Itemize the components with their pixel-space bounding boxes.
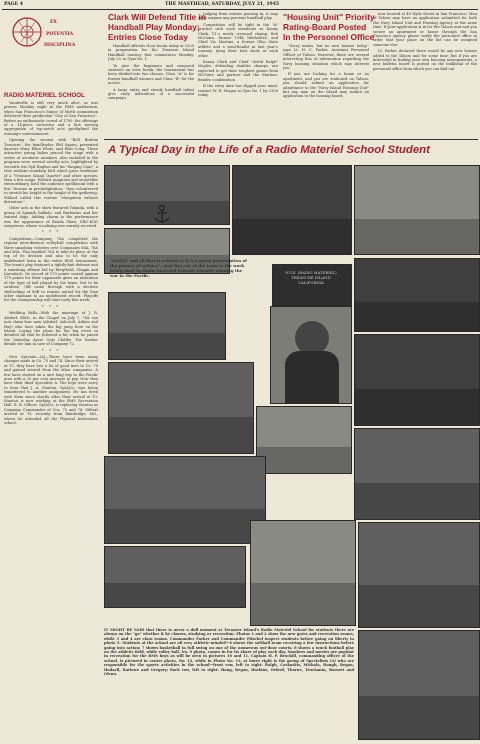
sign-line-1: N.T.S. (RADIO MATERIEL) bbox=[285, 270, 337, 275]
photo-lounge bbox=[354, 165, 480, 255]
vaudeville-para-2: Opening the session with "Bell Bottom Trousers", the bandleader, Phil Sapiro, presented dancers Mary Ellen White, and Elsie Long. These attractive young ladies graced the stage with a series of acrobatic numbers. Also included in the program were several novelty acts, highlighted by versatile trio Syd Hughes and his "Singing Cans", a very realistic-sounding bird which gave renditions of a "Treasure Island Quartet" and other species, then a few songs. Willard, magician and storyteller extraordinary, held the audience spellbound with a few "lessons in prestidigitation," then volunteered to stretch his height to the height of the gathering. Willard called this routine "elongation without distention." bbox=[4, 138, 98, 204]
handball-cont-para-2: Competition will be tight in the "A" bracket with such standouts as Kenny Clark, T.I.'s newly crowned champ; Bob McGuire, former 1944 titleholder; and Chief Vic Martino, a former Ohio State athlete and a semi-finalist in last year's tourney, tying their best shots at each other. bbox=[198, 22, 278, 58]
new-specials-para: New Specials—(A)—There have been many changes made in Co. 75 and 74. Since their arrival at T.I. they have lost a lot of good men to Co. 75 and gained several from the other companies. A few have started on a nice long trip to the Pacific area with a 20 per cent increase in pay. Now they have their third Specialist A. The boys were sorry to hear that J. A. Stanton, Sp(A)3c, was being transferred to another assignment. He has been with them since shortly after their arrival at T.I. Stanton is now working at the RMS Recreation Hall. R. R. Gilbert, Sp(A)3c, is replacing Stanton as Company Commander of Cos. 73 and 74. Gilbert arrived at T.I. recently from Bainbridge, Md., where he attended all the Physical Instructors school. bbox=[4, 354, 98, 426]
handball-cont-para-1: Judging from entries pouring in, it may even surpass any previous handball play. bbox=[198, 12, 278, 21]
section-divider: * * * bbox=[41, 229, 61, 235]
handball-para-3: A large entry and steady handball talent give early indications of a successful campaign. bbox=[108, 87, 194, 101]
handball-cont-para-4: If the entry date has slipped your mind, contact W. H. Hogan in Gym No. 1 by 1200 today. bbox=[198, 84, 278, 97]
wedding-para: Wedding Bells—With the marriage of J. R. Alsdorf, RMIc, in the Chapel on July 7, 78A can now claim four men (Alsdorf, Ashcroft, Aitken and Hay) who have taken the big jump here on the Island. Laying the plans for the big event so detailed Alt that he followed a bit when he joined the Saturday Ayers Quiz Clubbe. For further details see him in care of Company 72. bbox=[4, 311, 98, 347]
sign-line-2: TREASURE ISLAND bbox=[291, 275, 331, 280]
page-number: PAGE 4 bbox=[4, 2, 23, 7]
vaudeville-para-3: Other acts in the show featured Yolanda, with a group of Spanish ballads, and Barbarino and her trained dogs. Adding charm to the performance was the appearance of Renda Shaw, NBC-KGO songstress, whose vocalizing was warmly received. bbox=[4, 206, 98, 228]
housing-cont-para-1: now located at 49 Hyde Street in San Francisco. Men of Taloon may have an application submitted for both the Navy Island Unit and Housing Agency at the same time. If your application is in for the Taloon unit and you secure an apartment or house through the San Francisco agency please notify the personnel office in order that your place on the list can be assigned someone else. bbox=[373, 12, 477, 47]
masthead-title: THE MASTHEAD, SATURDAY, JULY 21, 1945 bbox=[165, 2, 280, 7]
school-sign-text bbox=[276, 270, 346, 285]
handball-headline-line-3: Entries Close Today bbox=[108, 32, 188, 42]
photo-softball bbox=[354, 428, 480, 520]
photo-basketball bbox=[104, 456, 266, 544]
photo-liberty-party bbox=[256, 406, 352, 474]
vaudeville-para-1: Vaudeville is still very much alive, as was proven Monday night in the RMS auditorium, when San Francisco's Mayor of Mirth commission delivered their production "City of San Francisco". Before an enthusiastic crowd of 1750, the offerings of a 14-piece orchestra and a fast moving aggregation of top-notch acts spotlighted the evening's entertainment. bbox=[4, 101, 98, 136]
feature-top-rule bbox=[104, 139, 478, 140]
insignia-motto-3: DISCIPLINA bbox=[44, 43, 76, 48]
photo-specialists-group bbox=[358, 630, 480, 740]
feature-quote: "MAGIC and all that is related to it is a gross presentation of the powers of science"—just five out of the team is the work being done by Radio Materiel Schools towards winning the war in the Pacific. bbox=[110, 258, 247, 278]
housing-headline-line-2: Rating-Board Posted bbox=[283, 22, 367, 32]
insignia-emblem-icon bbox=[5, 12, 76, 84]
masthead-rule bbox=[2, 9, 478, 10]
competition-para: Competition—Company 78A completed the regular intra-division volleyball competition with three smashing victories over Companies 86A, 78A and 88A. This enabled 78A to take its place at the top of its division and also to be the only undefeated team in the entire RMS tournament. The team's play featured a tightly-knit defense and a smashing offense led by Bergthold, Chapin and Lisenbach. Its record of 579 points scored against 179 points for their opponents gives an indication of the type of ball played by the team. Not to be outdone, 78B came through with a decisive shellacking of 86B to remain untied for the lone other claimant to an undefeated record. Playoffs for the championship will start early this week. bbox=[4, 236, 98, 303]
handball-story-continued bbox=[198, 12, 278, 136]
housing-headline-line-1: "Housing Unit" Priority bbox=[283, 12, 375, 22]
insignia-motto-2: POTENTIA bbox=[46, 32, 74, 37]
feature-headline: A Typical Day in the Life of a Radio Materiel School Student bbox=[108, 144, 430, 156]
navy-anchor-icon bbox=[151, 204, 173, 226]
sign-line-3: CALIFORNIA bbox=[298, 280, 324, 285]
photo-captain-portrait bbox=[270, 306, 352, 404]
photo-touch-football bbox=[358, 522, 480, 628]
handball-cont-para-3: Kenny Clark and Chief "Awful Ralph" Moyles, defending doubles champs, are expected to get their toughest games from McGuire and partner and the Martino-Bender combination. bbox=[198, 60, 278, 82]
handball-para-1: Handball officials close books today at 1200 in preparation for the Treasure Island Handball tourney that commences Monday, July 23, in Gym No. 1. bbox=[108, 44, 194, 62]
left-column-text bbox=[4, 101, 98, 741]
housing-para-2: If you are looking for a home or an apartment, and you are stationed on Taloon, you should submit an application for admittance to the "Navy Island Housing Unit" but any man on the island may submit an application to the housing board, bbox=[283, 72, 369, 99]
rms-insignia bbox=[5, 12, 76, 84]
feature-bottom-caption: IT MIGHT BE SAID that there is never a dull moment at Treasure Island's Radio Materiel School for students there are always on the "go" whether it be classes, studying or recreation. Photos 1 and 2 show the new gates and recreation rooms, while 3 and 4 are class rooms. Commander Parker and Commander Fitschel inspect students before going on liberty in photo 5. Students at the school are all very athletic-minded—6 shows the softball team receiving a few instructions before going into action; 7 shows basketball in full swing on one of the numerous out-door courts; 8 shows a touch football play on the athletic field, while volley ball, No. 9 photo, comes in for its share of play each day. Smokers and movies are popular in recreation for the RMS boys as will be seen in pictures 10 and 11. Captain H. P. Brockill, commanding officer of the school, is pictured in center photo, No. 12, while in Photo No. 13, at lower right is the group of Specialists (A) who are responsible for the sports activities in the school—front row, left to right: Ralph, Caskarkis, Mickalo, Haugh, Regan, Hadsall, Barlowe and Gregory; back row, left to right: Hang, Regan, Harkins, Orford, Thorne, Truckanin, Barnett and Glenn. bbox=[104, 628, 354, 677]
handball-headline-line-1: Clark Will Defend Title in bbox=[108, 12, 206, 22]
housing-cont-para-2: Lt. Parker declared there would be any new houses added to the Taloon unit for some time; but if you are interested in finding your own housing arrangements, a new bulletin board is posted on the bulkhead of the personnel office from which you can find out bbox=[373, 49, 477, 71]
handball-headline-line-2: Handball Play Monday; bbox=[108, 22, 200, 32]
photo-volleyball bbox=[250, 520, 356, 626]
housing-para-1: "Sorry mates, but no new houses today," says Lt. H. C. Parker, Assistant Personnel Officer of Taloon. However, there are several interesting bits of information regarding the Navy housing situation which may interest you. bbox=[283, 44, 369, 71]
photo-lab bbox=[354, 258, 480, 332]
housing-story-text bbox=[283, 44, 369, 136]
photo-recreation-room bbox=[232, 165, 352, 255]
photo-classroom-3 bbox=[354, 334, 480, 426]
handball-para-2: To give the beginners and seasoned swatters an even break, the tournament has been divided into two classes, Class "A" is for former handball winners and Class "B" for the novice. bbox=[108, 63, 194, 86]
photo-inspection bbox=[108, 362, 254, 454]
handball-story-text bbox=[108, 44, 194, 136]
insignia-school-name: RADIO MATERIEL SCHOOL bbox=[4, 92, 85, 99]
section-divider: * * * bbox=[41, 303, 61, 309]
photo-smoker bbox=[104, 546, 246, 608]
housing-story-continued bbox=[373, 12, 477, 136]
photo-classroom-2 bbox=[108, 292, 226, 360]
section-divider: * * * bbox=[41, 347, 61, 353]
housing-headline-line-3: In the Personnel Office bbox=[283, 32, 375, 42]
insignia-motto-1: EX bbox=[50, 20, 57, 25]
